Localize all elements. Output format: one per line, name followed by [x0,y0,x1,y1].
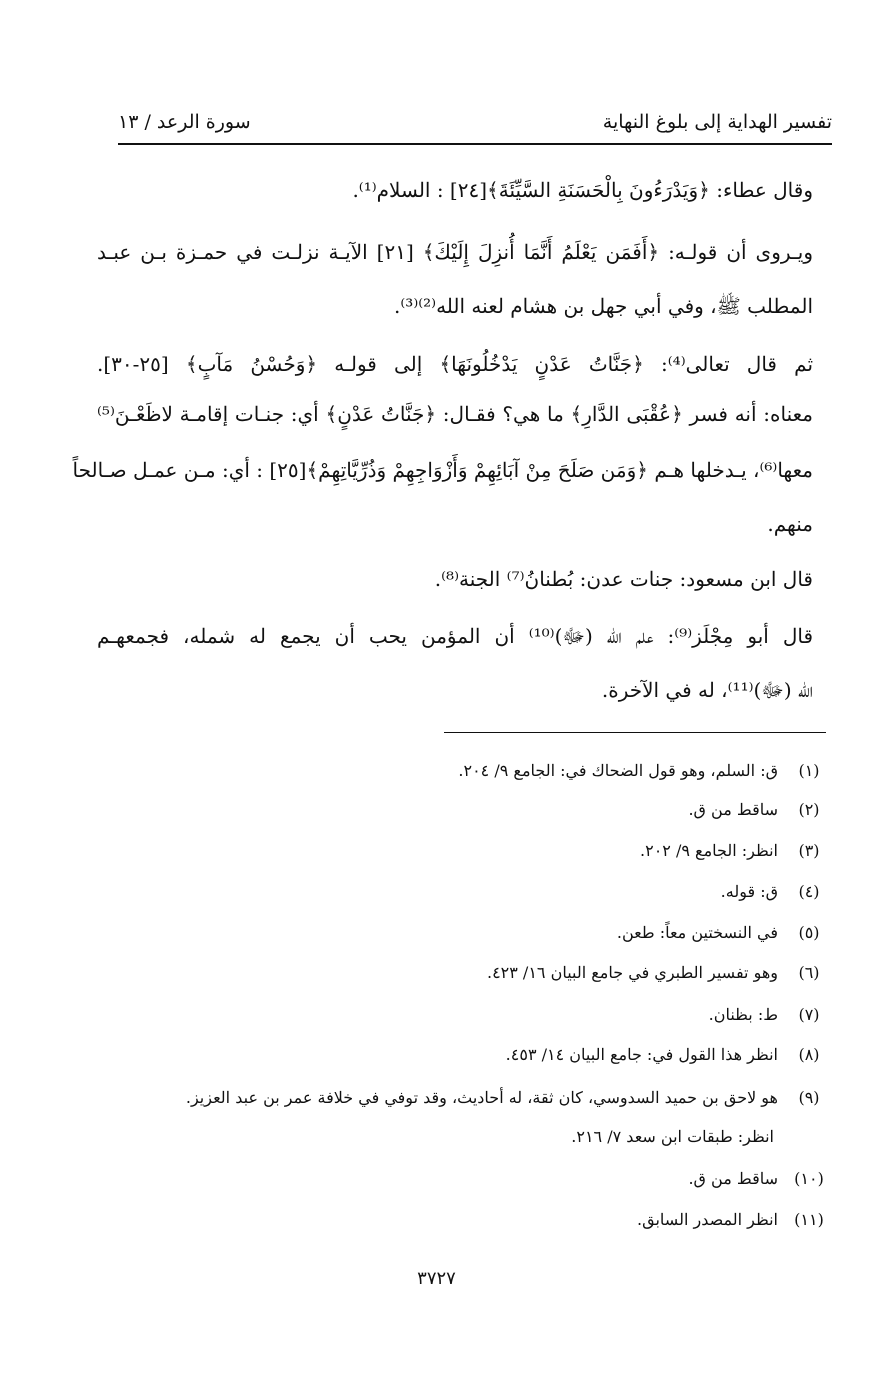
footnote-9-continuation: انظر: طبقات ابن سعد ٧/ ٢١٦. [571,1127,774,1146]
footnote-9: (٩) هو لاحق بن حميد السدوسي، كان ثقة، له أحاديث، وقد توفي في خلافة عمر بن عبد العزيز. [185,1088,820,1107]
paragraph-narration-line-2: المطلب ﷺ، وفي أبي جهل بن هشام لعنه الله⁽²⁾⁽³⁾. [394,294,813,318]
footnote-8: (٨) انظر هذا القول في: جامع البيان ١٤/ ٤٥٣. [505,1045,820,1064]
footnote-7: (٧) ط: بظنان. [708,1005,820,1024]
paragraph-verse-line-1: ثم قال تعالى⁽⁴⁾: ﴿جَنَّاتُ عَدْنٍ يَدْخُلُونَهَا﴾ إلى قولـه ﴿وَحُسْنُ مَآبٍ﴾ [٢٥-٣٠]. [97,352,814,376]
paragraph-narration-line-1: ويـروى أن قولـه: ﴿أَفَمَن يَعْلَمُ أَنَّمَا أُنزِلَ إِلَيْكَ﴾ [٢١] الآيـة نزلـت في حمـزة بـن عبـد [97,240,813,264]
footnote-11: (١١) انظر المصدر السابق. [637,1210,824,1229]
footnote-1: (١) ق: السلم، وهو قول الضحاك في: الجامع ٩/ ٢٠٤. [458,761,820,780]
book-title: تفسير الهداية إلى بلوغ النهاية [602,111,832,133]
header-rule [118,143,832,145]
paragraph-verse-line-4: منهم. [767,512,813,536]
surah-title: سورة الرعد / ١٣ [118,111,251,133]
footnote-2: (٢) ساقط من ق. [688,800,820,819]
footnote-5: (٥) في النسختين معاً: طعن. [616,923,820,942]
paragraph-verse-line-2: معناه: أنه فسر ﴿عُقْبَى الدَّارِ﴾ ما هي؟ فقـال: ﴿جَنَّاتُ عَدْنٍ﴾ أي: جنـات إقامـة لاظَعْـنَ⁽⁵⁾ [97,402,813,426]
footnote-separator [444,732,826,733]
running-header [118,100,832,144]
paragraph-abu-mijlaz-line-2: الله (ﷻ)⁽¹¹⁾، له في الآخرة. [601,678,813,702]
footnote-10: (١٠) ساقط من ق. [688,1169,824,1188]
footnote-4: (٤) ق: قوله. [720,882,820,901]
page-number: ٣٧٢٧ [417,1268,456,1289]
paragraph-ata: وقال عطاء: ﴿وَيَدْرَءُونَ بِالْحَسَنَةِ السَّيِّئَةَ﴾[٢٤] : السلام⁽¹⁾. [352,178,813,202]
paragraph-abu-mijlaz-line-1: قال أبو مِجْلَز⁽⁹⁾: علم الله (ﷻ)⁽¹⁰⁾ أن المؤمن يحب أن يجمع له شمله، فجمعهـم [97,624,814,648]
paragraph-verse-line-3: معها⁽⁶⁾، يـدخلها هـم ﴿وَمَن صَلَحَ مِنْ آبَائِهِمْ وَأَزْوَاجِهِمْ وَذُرِّيَّاتِهِمْ﴾[٢٥] : أي: مـن عمـل صـالحاً [72,458,813,482]
footnote-6: (٦) وهو تفسير الطبري في جامع البيان ١٦/ ٤٢٣. [486,963,820,982]
paragraph-ibn-masud: قال ابن مسعود: جنات عدن: بُطنانُ⁽⁷⁾ الجنة⁽⁸⁾. [434,567,813,591]
footnote-3: (٣) انظر: الجامع ٩/ ٢٠٢. [640,841,820,860]
